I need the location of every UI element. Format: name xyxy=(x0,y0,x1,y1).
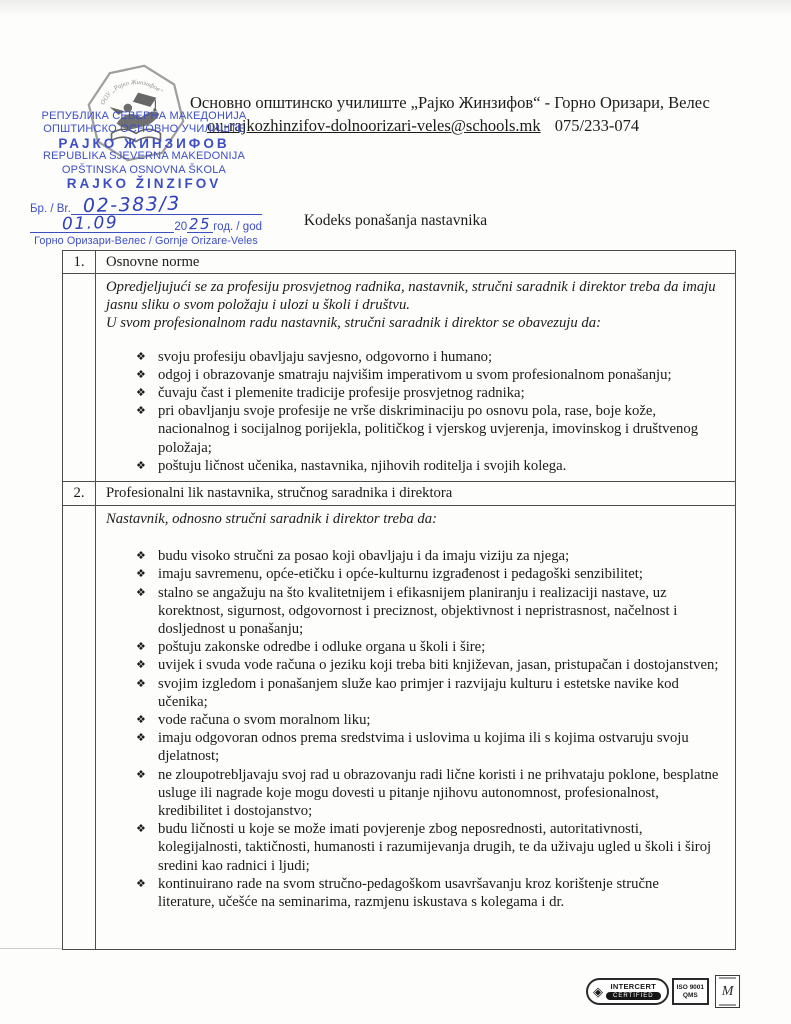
stamp-school-name-lat: RAJKO ŽINZIFOV xyxy=(66,176,222,192)
bullet-text: vode računa o svom moralnom liku; xyxy=(158,712,371,729)
stamp-date-handwritten: 01.09 xyxy=(61,212,119,235)
stamp-school-type-mk: ОПШТИНСКО ОСНОВНО УЧИЛИШТЕ xyxy=(43,123,245,136)
stamp-school-name-mk: РАЈКО ЖИНЗИФОВ xyxy=(58,135,230,151)
section-2-intro xyxy=(106,510,719,528)
contact-line xyxy=(207,116,639,136)
bullet-text: pri obavljanju svoje profesije ne vrše diskriminaciju po osnovu pola, rase, boje kože, nacionalnog i socijalnog porijekla, političkog i vjerskog uvjerenja, imovinskog i društvenog položaja; xyxy=(158,403,699,456)
diamond-bullet-icon: ❖ xyxy=(136,640,146,654)
bullet-text: čuvaju čast i plemenite tradicije profesije prosvjetnog radnika; xyxy=(158,385,525,402)
school-ink-stamp xyxy=(28,110,260,190)
section-1-number: 1. xyxy=(63,251,96,274)
bullet-text: poštuju ličnost učenika, nastavnika, njihovih roditelja i svojih kolega. xyxy=(158,457,567,474)
stamp-year-handwritten: 25 xyxy=(188,214,212,234)
list-item xyxy=(136,348,719,366)
bullet-text: poštuju zakonske odredbe i odluke organa u školi i šire; xyxy=(158,639,486,656)
intercert-badge xyxy=(586,978,709,1005)
section-1-number-spacer xyxy=(63,274,96,482)
diamond-bullet-icon: ❖ xyxy=(136,585,146,599)
qms-label: QMS xyxy=(682,991,698,999)
stamp-republic-mk: РЕПУБЛИКА СЕВЕРНА МАКЕДОНИЈА xyxy=(41,110,247,122)
bullet-text: odgoj i obrazovanje smatraju najvišim imperativom u svom profesionalnom ponašanju; xyxy=(158,366,672,383)
diamond-bullet-icon: ❖ xyxy=(136,404,146,418)
seal-curved-text: ООУ „Рајко Жинзифов“ xyxy=(99,78,165,107)
diamond-bullet-icon: ❖ xyxy=(136,367,146,381)
diamond-bullet-icon: ❖ xyxy=(136,713,146,727)
bullet-text: imaju savremenu, opće-etičku i opće-kulturnu izgrađenost i pedagoški senzibilitet; xyxy=(158,566,643,583)
certification-marks xyxy=(586,975,740,1008)
list-item xyxy=(136,729,719,765)
scan-edge-artifact xyxy=(0,948,62,949)
list-item xyxy=(136,766,719,821)
stamp-number-handwritten: 02-383/3 xyxy=(82,192,181,218)
section-2-body xyxy=(96,506,735,949)
section-1-bullet-list xyxy=(106,348,719,475)
iso-9001-badge xyxy=(672,978,709,1005)
list-item xyxy=(136,366,719,384)
bullet-text: svoju profesiju obavljaju savjesno, odgovorno i humano; xyxy=(158,348,493,365)
iso-label: ISO 9001 xyxy=(676,984,705,991)
section-1-body xyxy=(96,274,735,482)
bullet-text: svojim izgledom i ponašanjem služe kao primjer i razvijaju kulturu i estetske navike kod učenika; xyxy=(158,675,679,710)
list-item xyxy=(136,875,719,911)
stamp-year-prefix: 20 xyxy=(174,221,188,233)
diamond-bullet-icon: ❖ xyxy=(136,676,146,690)
section-1-heading: Osnovne norme xyxy=(96,251,735,274)
diamond-bullet-icon: ❖ xyxy=(136,658,146,672)
list-item xyxy=(136,547,719,565)
bullet-text: ne zloupotrebljavaju svoj rad u obrazovanju radi lične koristi i ne prihvataju poklone, besplatne usluge ili nagrade koje mogu dovesti u pitanje njihovu autonomnost, profesionalnost, kredibilitet i dostojanstvo; xyxy=(158,766,719,820)
diamond-bullet-icon: ❖ xyxy=(136,822,146,836)
micro-text-line xyxy=(719,977,736,979)
intercert-label: INTERCERT xyxy=(610,982,657,991)
section-1-intro xyxy=(106,278,719,333)
diamond-bullet-icon: ❖ xyxy=(136,731,146,745)
list-item xyxy=(136,584,719,639)
diamond-bullet-icon: ❖ xyxy=(136,386,146,400)
list-item xyxy=(136,656,719,674)
stamp-number-label: Бр. / Br. xyxy=(30,203,71,215)
section-2-bullet-list xyxy=(106,547,719,911)
svg-text:ООУ „Рајко Жинзифов“ xyxy=(99,79,164,106)
document-title: Kodeks ponašanja nastavnika xyxy=(303,212,488,229)
school-name-header: Основно општинско училиште „Рајко Жинзифов“ - Горно Оризари, Велес xyxy=(190,93,710,112)
stamp-year-suffix: год. / god xyxy=(213,221,262,233)
diamond-bullet-icon: ❖ xyxy=(136,349,146,363)
intro-paragraph: Opredjeljujući se za profesiju prosvjetnog radnika, nastavnik, stručni saradnik i direktor treba da imaju jasnu sliku o svom položaju i ulozi u školi i društvu. xyxy=(106,279,716,314)
diamond-bullet-icon: ❖ xyxy=(136,767,146,781)
bullet-text: kontinuirano rade na svom stručno-pedagoškom usavršavanju kroz korištenje stručne literature, učešće na seminarima, razmjenu iskustava s kolegama i dr. xyxy=(158,875,659,911)
diamond-bullet-icon: ❖ xyxy=(136,876,146,890)
bullet-text: imaju odgovoran odnos prema sredstvima i uslovima u kojima ili s kojima ostvaruju svoju djelatnost; xyxy=(158,730,689,765)
intro-paragraph: Nastavnik, odnosno stručni saradnik i direktor treba da: xyxy=(106,511,437,527)
bullet-text: budu visoko stručni za posao koji obavljaju i da imaju viziju za njega; xyxy=(158,548,570,565)
intercert-diamond-icon: ◈ xyxy=(593,983,603,999)
list-item xyxy=(136,402,719,457)
list-item xyxy=(136,457,719,475)
micro-text-line xyxy=(719,1004,736,1006)
diamond-bullet-icon: ❖ xyxy=(136,458,146,472)
stamp-republic-lat: REPUBLIKA SJEVERNA MAKEDONIJA xyxy=(42,150,246,163)
section-2-heading: Profesionalni lik nastavnika, stručnog saradnika i direktora xyxy=(96,482,735,506)
list-item xyxy=(136,675,719,711)
school-email: ou-rajkozhinzifov-dolnoorizari-veles@schools.mk xyxy=(207,116,541,135)
list-item xyxy=(136,384,719,402)
list-item xyxy=(136,711,719,729)
school-phone: 075/233-074 xyxy=(554,116,640,135)
certified-label: CERTIFIED xyxy=(606,992,661,1000)
section-2-number: 2. xyxy=(63,482,96,506)
stamp-place: Горно Оризари-Велес / Gornje Orizare-Veles xyxy=(34,235,258,247)
intro-paragraph: U svom profesionalnom radu nastavnik, stručni saradnik i direktor se obavezuju da: xyxy=(106,315,601,332)
stamp-school-type-lat: OPŠTINSKA OSNOVNA ŠKOLA xyxy=(61,163,227,176)
diamond-bullet-icon: ❖ xyxy=(136,549,146,563)
codex-table xyxy=(62,250,736,950)
bullet-text: stalno se angažuju na što kvalitetnijem i efikasnijem planiranju i realizaciji nastave, uz korektnost, sigurnost, odgovornost i preciznost, objektivnost i nepristrasnost, načelnost i dosljednost u ponašanju; xyxy=(158,584,678,638)
list-item xyxy=(136,820,719,875)
list-item xyxy=(136,638,719,656)
diamond-bullet-icon: ❖ xyxy=(136,567,146,581)
bullet-text: uvijek i svuda vode računa o jeziku koji treba biti književan, jasan, pristupačan i dostojanstven; xyxy=(158,657,719,674)
bullet-text: budu ličnosti u koje se može imati povjerenje zbog neposrednosti, autoritativnosti, kolegijalnosti, taktičnosti, humanosti i razumijevanja drugih, te da uživaju ugled u školi i široj sredini kao radnici i ljudi; xyxy=(158,821,712,874)
section-2-number-spacer xyxy=(63,506,96,949)
m-certification-mark xyxy=(715,975,740,1008)
list-item xyxy=(136,565,719,583)
m-mark-letter: M xyxy=(721,983,734,999)
